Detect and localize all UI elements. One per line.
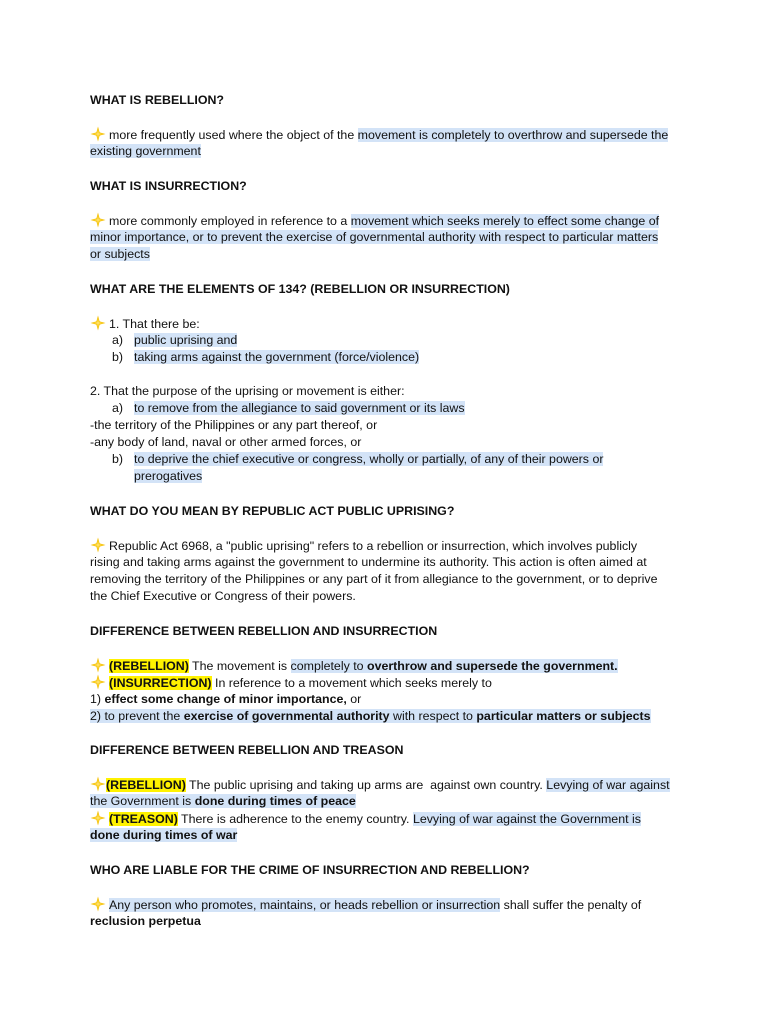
list-marker: a)	[112, 333, 124, 347]
list-marker: b)	[112, 452, 124, 466]
bold-highlighted-text: particular matters or subjects	[476, 709, 651, 723]
sparkle-star-icon	[90, 126, 106, 142]
sparkle-star-icon	[90, 896, 106, 912]
answer-text: shall suffer the penalty of	[500, 898, 642, 912]
paragraph-line: rising and taking arms against the government to undermine its authority. This action is often aimed at	[90, 555, 647, 569]
list-marker: b)	[112, 350, 124, 364]
numbered-item	[90, 708, 651, 725]
paragraph-text: Republic Act 6968, a "public uprising" refers to a rebellion or insurrection, which involves publicly	[109, 539, 638, 553]
list-item	[112, 332, 237, 349]
heading-what-is-rebellion: WHAT IS REBELLION?	[90, 93, 224, 107]
highlighted-text: 2) to prevent the	[90, 709, 184, 723]
numbered-item	[90, 691, 361, 708]
list-item	[112, 349, 419, 366]
sparkle-star-icon	[90, 657, 106, 673]
answer-text: more frequently used where the object of the	[109, 128, 355, 142]
highlighted-text: minor importance, or to prevent the exercise of governmental authority with respect to particular matters	[90, 230, 659, 244]
rebellion-comparison	[90, 776, 670, 794]
list-item	[112, 451, 603, 468]
insurrection-definition	[90, 674, 492, 692]
highlighted-text: Levying of war against	[546, 778, 670, 792]
list-marker: a)	[112, 401, 124, 415]
comparison-text: The public uprising and taking up arms are against own country.	[185, 778, 547, 792]
highlighted-text: movement is completely to overthrow and supersede the	[357, 128, 669, 142]
insurrection-tag: (INSURRECTION)	[109, 676, 212, 690]
sparkle-star-icon	[90, 674, 106, 690]
element-text: 1. That there be:	[109, 317, 200, 331]
treason-comparison	[90, 810, 641, 828]
dash-item: -the territory of the Philippines or any part thereof, or	[90, 418, 378, 432]
sparkle-star-icon	[90, 776, 106, 792]
highlighted-text: or subjects	[90, 247, 150, 261]
highlighted-text: Any person who promotes, maintains, or heads rebellion or insurrection	[109, 898, 501, 912]
list-item	[112, 400, 465, 417]
list-item-continuation	[134, 468, 202, 485]
dash-item: -any body of land, naval or other armed forces, or	[90, 435, 362, 449]
highlighted-text: public uprising and	[134, 333, 238, 347]
bold-highlighted-text: exercise of governmental authority	[183, 709, 390, 723]
paragraph-line	[90, 537, 637, 555]
heading-what-is-insurrection: WHAT IS INSURRECTION?	[90, 179, 247, 193]
item-text: or	[346, 692, 362, 706]
bold-highlighted-text: overthrow and supersede the government.	[367, 659, 618, 673]
answer-insurrection-line-2	[90, 229, 658, 246]
heading-rebellion-vs-treason: DIFFERENCE BETWEEN REBELLION AND TREASON	[90, 743, 404, 757]
answer-rebellion-line-1	[90, 126, 668, 144]
element-2: 2. That the purpose of the uprising or movement is either:	[90, 384, 405, 398]
rebellion-definition	[90, 657, 618, 675]
highlighted-text: Levying of war against the Government is	[412, 812, 641, 826]
highlighted-text: movement which seeks merely to effect some change of	[350, 214, 660, 228]
answer-insurrection-line-1	[90, 212, 659, 230]
highlighted-text: the Government is	[90, 794, 195, 808]
definition-text: The movement is	[188, 659, 291, 673]
answer-text: more commonly employed in reference to a	[109, 214, 348, 228]
heading-republic-act: WHAT DO YOU MEAN BY REPUBLIC ACT PUBLIC UPRISING?	[90, 504, 455, 518]
highlighted-text: taking arms against the government (force/violence)	[134, 350, 420, 364]
highlighted-text: to deprive the chief executive or congress, wholly or partially, of any of their powers or	[134, 452, 604, 466]
comparison-text: There is adherence to the enemy country.	[177, 812, 413, 826]
answer-rebellion-line-2	[90, 143, 201, 160]
bold-highlighted-text: done during times of war	[90, 828, 238, 842]
highlighted-text: with respect to	[389, 709, 477, 723]
treason-comparison-line-2	[90, 827, 237, 844]
rebellion-comparison-line-2	[90, 793, 356, 810]
highlighted-text: prerogatives	[134, 469, 203, 483]
highlighted-text: existing government	[90, 144, 201, 158]
bold-highlighted-text: done during times of peace	[194, 794, 356, 808]
paragraph-line: the Chief Executive or Congress of their powers.	[90, 589, 356, 603]
paragraph-line: removing the territory of the Philippines or any part of it from allegiance to the government, or to deprive	[90, 572, 658, 586]
definition-text: In reference to a movement which seeks merely to	[211, 676, 492, 690]
liability-answer	[90, 896, 641, 914]
highlighted-text: completely to	[290, 659, 367, 673]
rebellion-tag: (REBELLION)	[106, 778, 186, 792]
sparkle-star-icon	[90, 537, 106, 553]
heading-elements-134: WHAT ARE THE ELEMENTS OF 134? (REBELLION OR INSURRECTION)	[90, 282, 510, 296]
penalty-text: reclusion perpetua	[90, 914, 201, 928]
sparkle-star-icon	[90, 810, 106, 826]
highlighted-text: to remove from the allegiance to said government or its laws	[134, 401, 465, 415]
heading-who-are-liable: WHO ARE LIABLE FOR THE CRIME OF INSURRECTION AND REBELLION?	[90, 863, 530, 877]
sparkle-star-icon	[90, 315, 106, 331]
answer-insurrection-line-3	[90, 246, 150, 263]
heading-rebellion-vs-insurrection: DIFFERENCE BETWEEN REBELLION AND INSURRECTION	[90, 624, 438, 638]
sparkle-star-icon	[90, 212, 106, 228]
treason-tag: (TREASON)	[109, 812, 178, 826]
item-number: 1)	[90, 692, 105, 706]
bold-text: effect some change of minor importance,	[104, 692, 347, 706]
element-1	[90, 315, 200, 333]
rebellion-tag: (REBELLION)	[109, 659, 189, 673]
